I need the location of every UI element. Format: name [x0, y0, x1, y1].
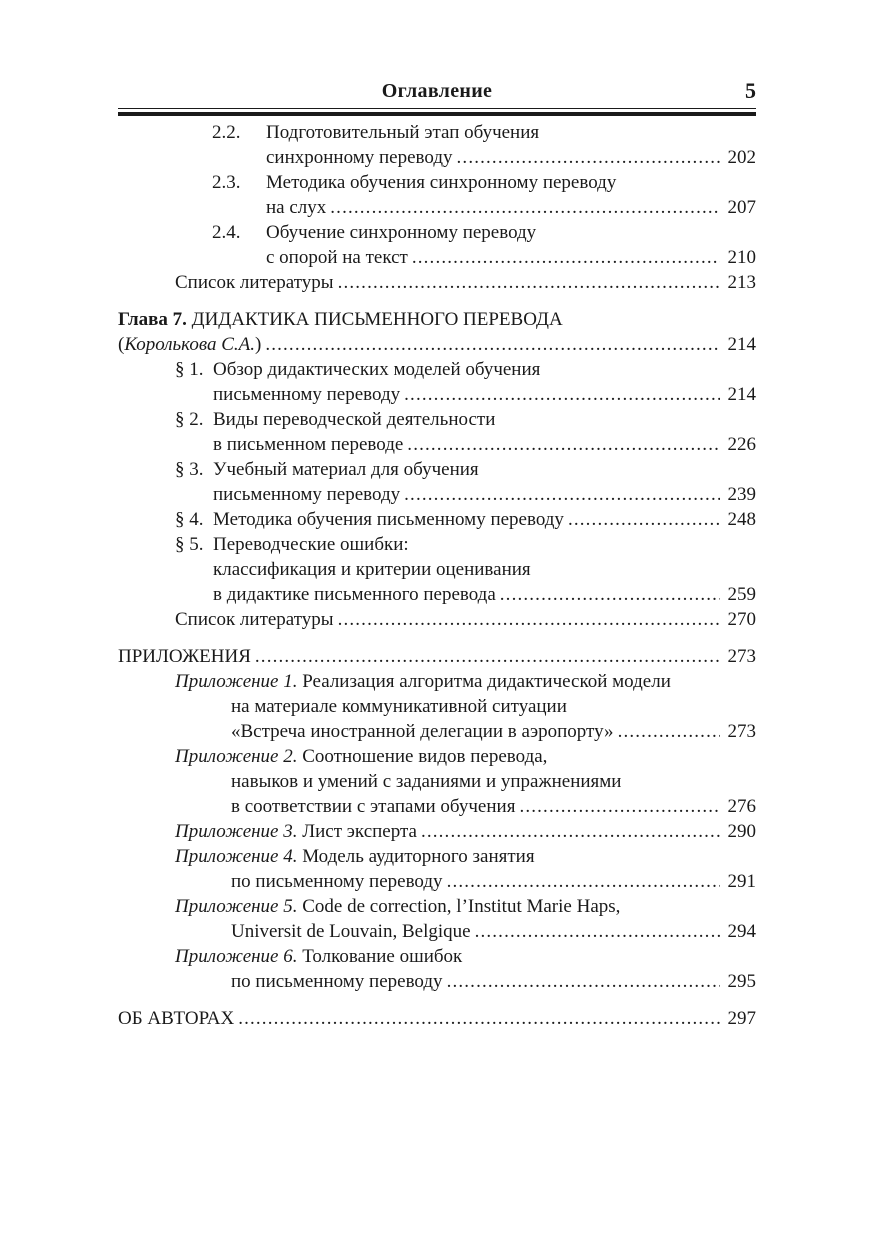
toc-entry-section-5[interactable]	[118, 532, 756, 607]
entry-title-line: Виды переводческой деятельности	[213, 409, 496, 430]
leader-dots	[404, 482, 720, 507]
leader-dots	[265, 332, 720, 357]
entry-title-line: по письменному переводу	[231, 871, 443, 892]
entry-page: 213	[727, 272, 756, 293]
appendix-label: Приложение 1.	[175, 671, 298, 692]
entry-page: 290	[727, 821, 756, 842]
entry-number: § 2.	[175, 409, 204, 430]
entry-page: 295	[727, 971, 756, 992]
toc-entry-references-ch6[interactable]	[118, 270, 756, 295]
leader-dots	[568, 507, 720, 532]
appendix-label: Приложение 3.	[175, 821, 298, 842]
entry-title-line: с опорой на текст	[266, 247, 408, 268]
entry-title-line: по письменному переводу	[231, 971, 443, 992]
toc-entry-section-3[interactable]	[118, 457, 756, 507]
entry-page: 214	[727, 334, 756, 355]
entry-number: 2.3.	[212, 172, 241, 193]
entry-title-line: на материале коммуникативной ситуации	[231, 696, 567, 717]
entry-page: 210	[727, 247, 756, 268]
leader-dots	[618, 719, 720, 744]
entry-title-line: Методика обучения синхронному переводу	[266, 172, 617, 193]
entry-title-line: Обучение синхронному переводу	[266, 222, 537, 243]
toc-entry-appendix-3[interactable]	[118, 819, 756, 844]
entry-title-line: в дидактике письменного перевода	[213, 584, 496, 605]
leader-dots	[338, 607, 720, 632]
entry-title-line: Переводческие ошибки:	[213, 534, 409, 555]
toc-entry-2-2[interactable]	[118, 120, 756, 170]
toc-entry-appendix-6[interactable]	[118, 944, 756, 994]
leader-dots	[519, 794, 720, 819]
entry-number: § 4.	[175, 509, 204, 530]
header-rule-thick	[118, 112, 756, 116]
leader-dots	[447, 869, 720, 894]
leader-dots	[338, 270, 720, 295]
toc-entry-section-1[interactable]	[118, 357, 756, 407]
running-header	[118, 76, 756, 106]
entry-title-line: Code de correction, l’Institut Marie Haps,	[302, 896, 621, 917]
entry-title: Список литературы	[175, 272, 334, 293]
entry-title: ПРИЛОЖЕНИЯ	[118, 646, 251, 667]
entry-page: 297	[727, 1008, 756, 1029]
entry-title-line: Толкование ошибок	[302, 946, 463, 967]
appendix-label: Приложение 4.	[175, 846, 298, 867]
toc-entry-appendices[interactable]	[118, 644, 756, 669]
entry-number: § 1.	[175, 359, 204, 380]
entry-title-line: синхронному переводу	[266, 147, 453, 168]
entry-number: § 5.	[175, 534, 204, 555]
entry-page: 202	[727, 147, 756, 168]
entry-page: 273	[727, 721, 756, 742]
entry-title-line: Universit de Louvain, Belgique	[231, 921, 471, 942]
leader-dots	[404, 382, 720, 407]
leader-dots	[457, 145, 720, 170]
leader-dots	[475, 919, 720, 944]
appendix-label: Приложение 2.	[175, 746, 298, 767]
chapter-author: Королькова С.А.	[124, 334, 255, 355]
leader-dots	[407, 432, 720, 457]
toc-entry-appendix-2[interactable]	[118, 744, 756, 819]
leader-dots	[421, 819, 720, 844]
entry-title-line: навыков и умений с заданиями и упражнениями	[231, 771, 622, 792]
entry-title-line: письменному переводу	[213, 484, 401, 505]
leader-dots	[330, 195, 720, 220]
entry-title-line: на слух	[266, 197, 327, 218]
leader-dots	[255, 644, 720, 669]
entry-number: § 3.	[175, 459, 204, 480]
toc-entry-chapter-7[interactable]	[118, 307, 756, 357]
entry-page: 239	[727, 484, 756, 505]
entry-page: 294	[727, 921, 756, 942]
leader-dots	[238, 1006, 720, 1031]
leader-dots	[447, 969, 720, 994]
appendix-label: Приложение 6.	[175, 946, 298, 967]
entry-title-line: Учебный материал для обучения	[213, 459, 479, 480]
paren-close: )	[255, 334, 262, 355]
entry-title-line: Подготовительный этап обучения	[266, 122, 540, 143]
entry-title-line: классификация и критерии оценивания	[213, 559, 531, 580]
leader-dots	[500, 582, 720, 607]
toc-entry-about-authors[interactable]	[118, 1006, 756, 1031]
toc-entry-2-4[interactable]	[118, 220, 756, 270]
entry-page: 270	[727, 609, 756, 630]
entry-page: 248	[727, 509, 756, 530]
entry-page: 291	[727, 871, 756, 892]
toc-page	[118, 76, 756, 1031]
entry-title-line: Модель аудиторного занятия	[302, 846, 535, 867]
entry-title-line: в соответствии с этапами обучения	[231, 796, 516, 817]
entry-number: 2.4.	[212, 222, 241, 243]
entry-page: 276	[727, 796, 756, 817]
header-rule-thin	[118, 108, 756, 109]
toc-entry-2-3[interactable]	[118, 170, 756, 220]
entry-title: ОБ АВТОРАХ	[118, 1008, 235, 1029]
entry-page: 226	[727, 434, 756, 455]
entry-title-line: «Встреча иностранной делегации в аэропорту»	[231, 721, 614, 742]
leader-dots	[412, 245, 720, 270]
entry-title-line: Реализация алгоритма дидактической модели	[302, 671, 671, 692]
entry-title: Список литературы	[175, 609, 334, 630]
entry-number: 2.2.	[212, 122, 241, 143]
toc-entry-references-ch7[interactable]	[118, 607, 756, 632]
chapter-title: ДИДАКТИКА ПИСЬМЕННОГО ПЕРЕВОДА	[191, 309, 563, 330]
entry-page: 207	[727, 197, 756, 218]
chapter-label: Глава 7.	[118, 309, 187, 330]
header-page-number: 5	[745, 78, 756, 103]
entry-page: 214	[727, 384, 756, 405]
toc-entry-section-4[interactable]	[118, 507, 756, 532]
toc-entry-section-2[interactable]	[118, 407, 756, 457]
entry-page: 259	[727, 584, 756, 605]
appendix-label: Приложение 5.	[175, 896, 298, 917]
entry-title-line: Обзор дидактических моделей обучения	[213, 359, 541, 380]
entry-title-line: в письменном переводе	[213, 434, 404, 455]
header-title: Оглавление	[381, 80, 493, 102]
paren-open: (	[118, 334, 125, 355]
entry-title: Методика обучения письменному переводу	[213, 509, 564, 530]
toc-entry-appendix-5[interactable]	[118, 894, 756, 944]
entry-page: 273	[727, 646, 756, 667]
entry-title: Лист эксперта	[302, 821, 417, 842]
toc-entry-appendix-4[interactable]	[118, 844, 756, 894]
toc-entry-appendix-1[interactable]	[118, 669, 756, 744]
entry-title-line: Соотношение видов перевода,	[302, 746, 548, 767]
entry-title-line: письменному переводу	[213, 384, 401, 405]
